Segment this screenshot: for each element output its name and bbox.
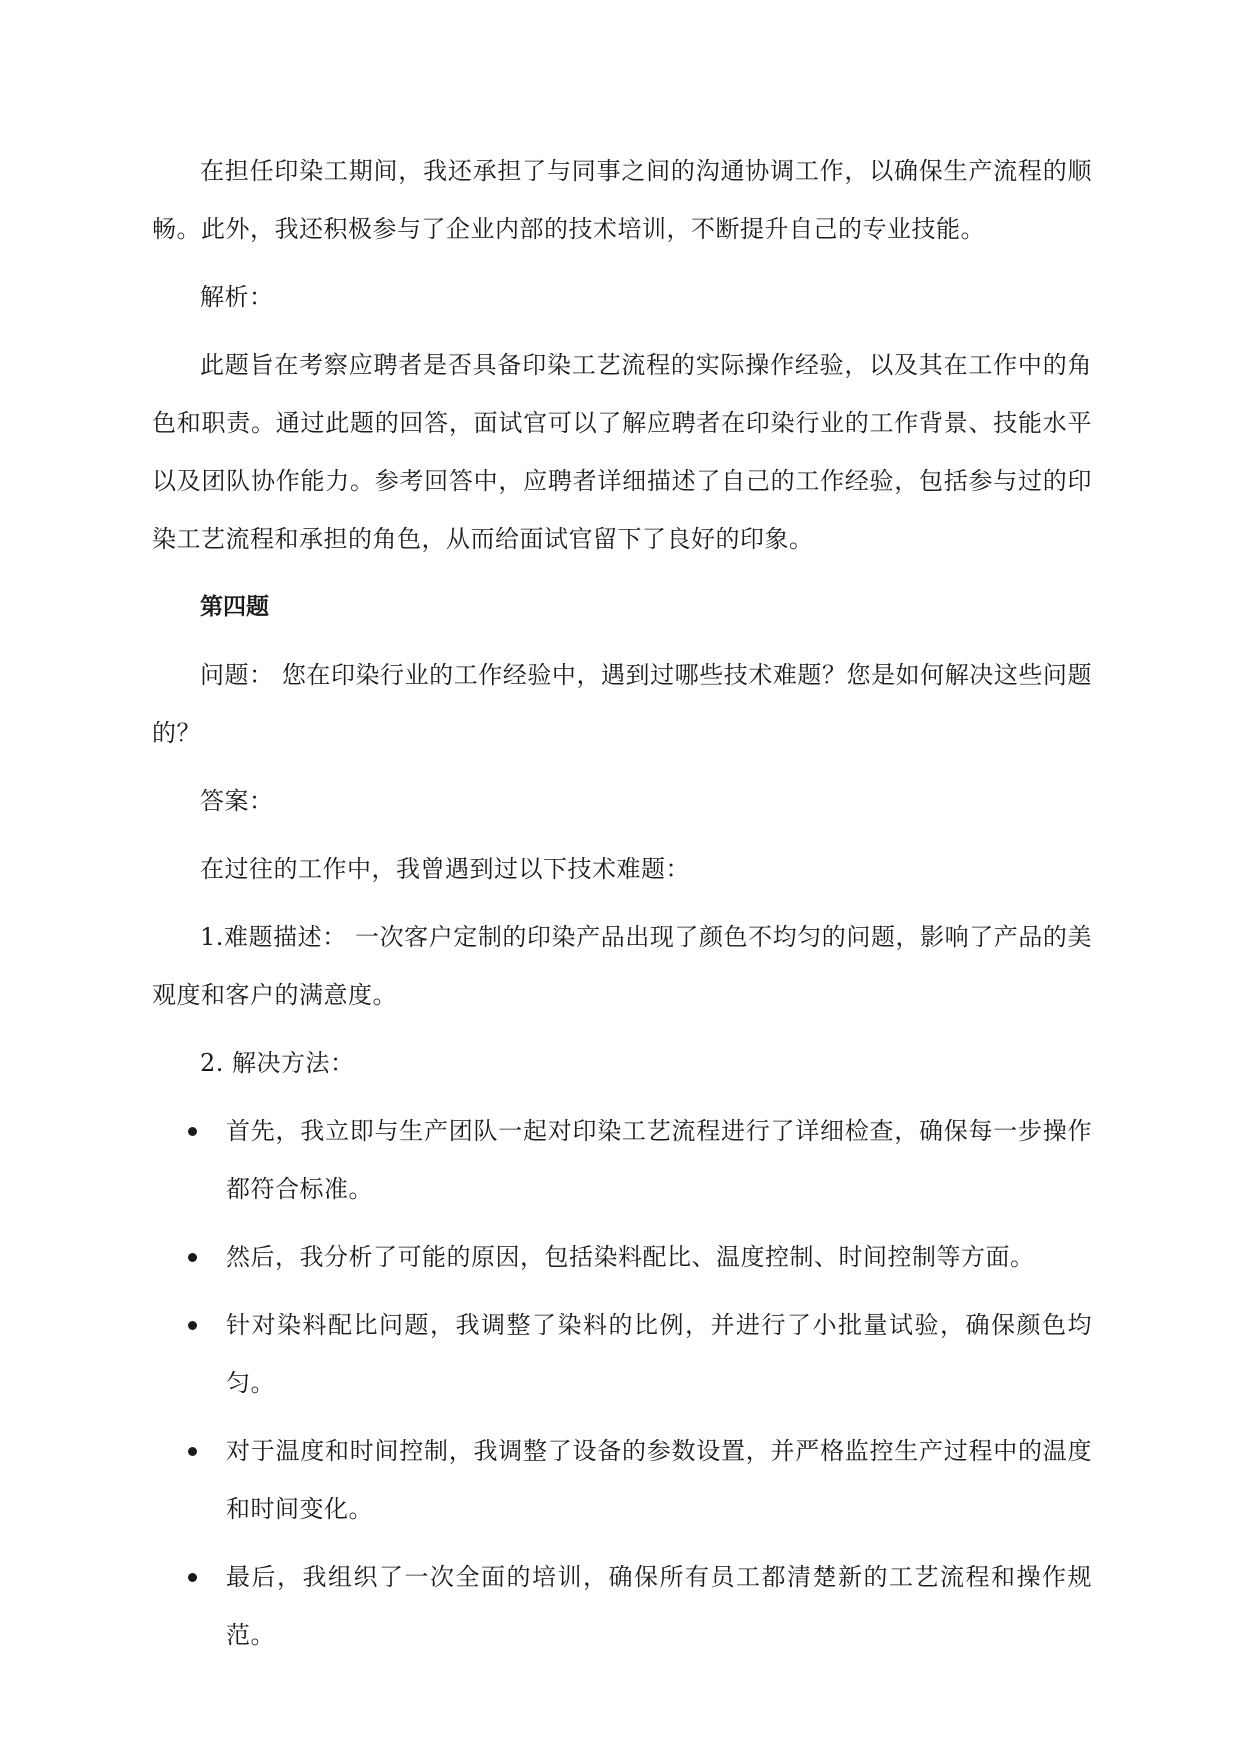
bullet-icon bbox=[188, 1573, 197, 1582]
analysis-label: 解析： bbox=[200, 283, 274, 311]
answer-label: 答案： bbox=[200, 787, 274, 815]
document-page bbox=[152, 142, 1092, 1674]
list-item-text: 对于温度和时间控制，我调整了设备的参数设置，并严格监控生产过程中的温度和时间变化。 bbox=[226, 1437, 1092, 1523]
list-item-text: 最后，我组织了一次全面的培训，确保所有员工都清楚新的工艺流程和操作规范。 bbox=[226, 1563, 1092, 1649]
list-item-text: 然后，我分析了可能的原因，包括染料配比、温度控制、时间控制等方面。 bbox=[226, 1243, 1035, 1271]
list-item-text: 首先，我立即与生产团队一起对印染工艺流程进行了详细检查，确保每一步操作都符合标准。 bbox=[226, 1117, 1092, 1203]
list-item bbox=[152, 1228, 1092, 1286]
list-item bbox=[152, 1296, 1092, 1412]
section-heading: 第四题 bbox=[200, 594, 269, 620]
list-item bbox=[152, 1422, 1092, 1538]
paragraph-duties: 在担任印染工期间，我还承担了与同事之间的沟通协调工作，以确保生产流程的顺畅。此外，我还积极参与了企业内部的技术培训，不断提升自己的专业技能。 bbox=[152, 157, 1092, 243]
solution-label: 2. 解决方法： bbox=[200, 1049, 355, 1077]
list-item-text: 针对染料配比问题，我调整了染料的比例，并进行了小批量试验，确保颜色均匀。 bbox=[226, 1311, 1092, 1397]
paragraph-analysis: 此题旨在考察应聘者是否具备印染工艺流程的实际操作经验，以及其在工作中的角色和职责。通过此题的回答，面试官可以了解应聘者在印染行业的工作背景、技能水平以及团队协作能力。参考回答中，应聘者详细描述了自己的工作经验，包括参与过的印染工艺流程和承担的角色，从而给面试官留下了良好的印象。 bbox=[152, 351, 1092, 553]
solution-list bbox=[152, 1102, 1092, 1664]
bullet-icon bbox=[188, 1127, 197, 1136]
difficulty-description: 1.难题描述： 一次客户定制的印染产品出现了颜色不均匀的问题，影响了产品的美观度和客户的满意度。 bbox=[152, 923, 1092, 1009]
list-item bbox=[152, 1548, 1092, 1664]
bullet-icon bbox=[188, 1321, 197, 1330]
list-item bbox=[152, 1102, 1092, 1218]
bullet-icon bbox=[188, 1253, 197, 1262]
answer-intro: 在过往的工作中，我曾遇到过以下技术难题： bbox=[200, 855, 690, 883]
question-text: 问题： 您在印染行业的工作经验中，遇到过哪些技术难题？您是如何解决这些问题的？ bbox=[152, 661, 1092, 747]
bullet-icon bbox=[188, 1447, 197, 1456]
